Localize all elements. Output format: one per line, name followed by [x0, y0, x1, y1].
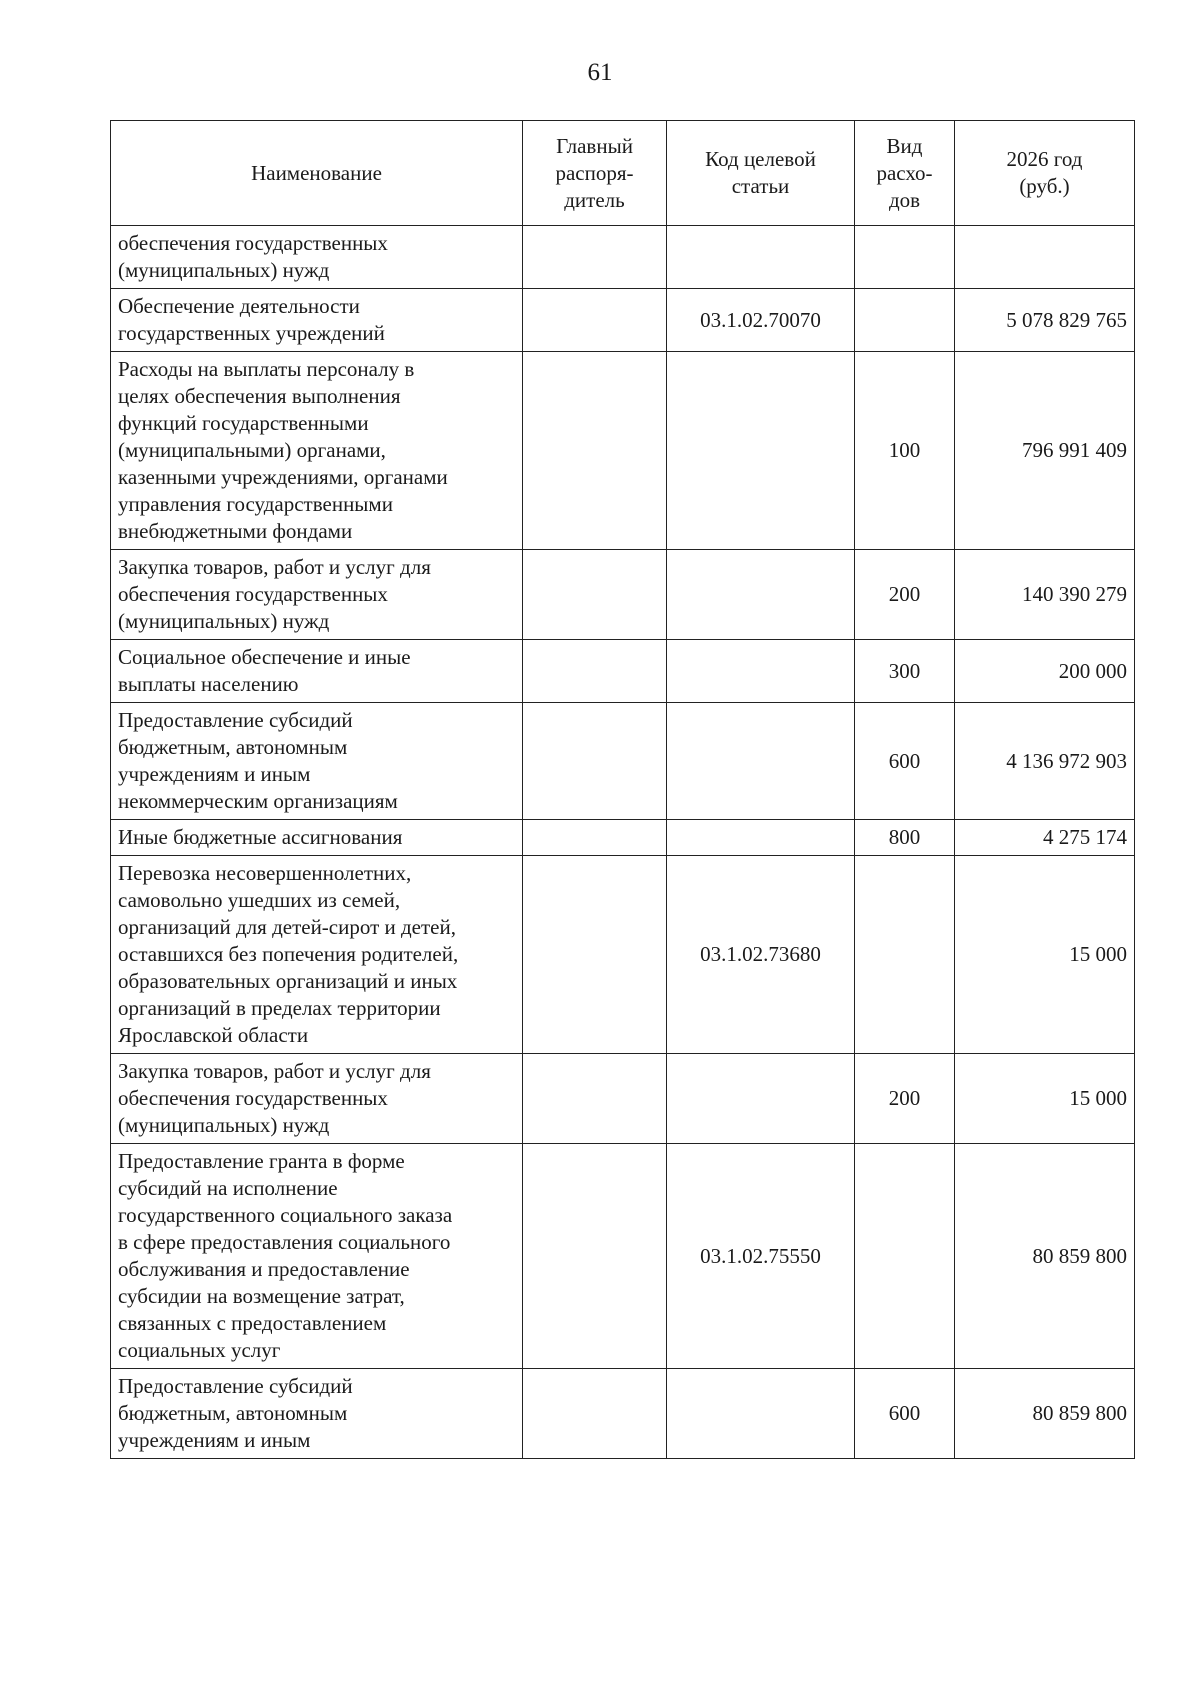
cell-name: обеспечения государственных (муниципальных) нужд — [111, 226, 523, 289]
table-row — [111, 226, 1135, 289]
cell-code — [667, 550, 855, 640]
cell-amount: 5 078 829 765 — [955, 289, 1135, 352]
cell-ministry — [523, 1144, 667, 1369]
cell-name: Перевозка несовершеннолетних, самовольно ушедших из семей, организаций для детей-сирот и детей, оставшихся без попечения родителей, образовательных организаций и иных организаций в пределах территории Ярославской области — [111, 856, 523, 1054]
header-code — [667, 121, 855, 226]
cell-name: Предоставление гранта в форме субсидий на исполнение государственного социального заказа в сфере предоставления социального обслуживания и предоставление субсидии на возмещение затрат, связанных с предоставлением социальных услуг — [111, 1144, 523, 1369]
cell-ministry — [523, 550, 667, 640]
cell-amount: 80 859 800 — [955, 1144, 1135, 1369]
table-row — [111, 640, 1135, 703]
cell-code — [667, 820, 855, 856]
cell-name: Закупка товаров, работ и услуг для обеспечения государственных (муниципальных) нужд — [111, 1054, 523, 1144]
cell-amount — [955, 226, 1135, 289]
table-row — [111, 820, 1135, 856]
table-row — [111, 1144, 1135, 1369]
cell-kind — [855, 226, 955, 289]
cell-amount: 200 000 — [955, 640, 1135, 703]
cell-kind: 800 — [855, 820, 955, 856]
header-ministry-label: Главный распоря- дитель — [555, 133, 634, 212]
header-kind — [855, 121, 955, 226]
cell-code — [667, 352, 855, 550]
cell-code — [667, 1054, 855, 1144]
header-kind-label: Вид расхо- дов — [876, 133, 933, 212]
header-amount-label: 2026 год (руб.) — [1006, 147, 1083, 198]
cell-code — [667, 640, 855, 703]
cell-code: 03.1.02.75550 — [667, 1144, 855, 1369]
cell-ministry — [523, 856, 667, 1054]
header-code-label: Код целевой статьи — [705, 147, 816, 198]
cell-ministry — [523, 1054, 667, 1144]
cell-name: Закупка товаров, работ и услуг для обеспечения государственных (муниципальных) нужд — [111, 550, 523, 640]
cell-ministry — [523, 703, 667, 820]
header-ministry — [523, 121, 667, 226]
cell-kind: 100 — [855, 352, 955, 550]
table-row — [111, 1054, 1135, 1144]
table-row — [111, 352, 1135, 550]
cell-kind — [855, 856, 955, 1054]
table-row — [111, 289, 1135, 352]
cell-ministry — [523, 289, 667, 352]
cell-name: Расходы на выплаты персоналу в целях обеспечения выполнения функций государственными (муниципальными) органами, казенными учреждениями, органами управления государственными внебюджетными фондами — [111, 352, 523, 550]
header-name-label: Наименование — [251, 160, 382, 185]
cell-name: Социальное обеспечение и иные выплаты населению — [111, 640, 523, 703]
cell-ministry — [523, 820, 667, 856]
table-body — [111, 226, 1135, 1459]
cell-name: Предоставление субсидий бюджетным, автономным учреждениям и иным некоммерческим организациям — [111, 703, 523, 820]
cell-ministry — [523, 226, 667, 289]
cell-amount: 4 275 174 — [955, 820, 1135, 856]
table-row — [111, 703, 1135, 820]
cell-ministry — [523, 352, 667, 550]
header-name — [111, 121, 523, 226]
table-row — [111, 550, 1135, 640]
page-number: 61 — [587, 59, 613, 86]
cell-amount: 15 000 — [955, 1054, 1135, 1144]
cell-name: Обеспечение деятельности государственных учреждений — [111, 289, 523, 352]
table-row — [111, 856, 1135, 1054]
cell-amount: 4 136 972 903 — [955, 703, 1135, 820]
cell-code: 03.1.02.73680 — [667, 856, 855, 1054]
cell-name: Иные бюджетные ассигнования — [111, 820, 523, 856]
cell-kind: 600 — [855, 1369, 955, 1459]
table-header-row — [111, 121, 1135, 226]
table-row — [111, 1369, 1135, 1459]
header-amount — [955, 121, 1135, 226]
cell-kind — [855, 1144, 955, 1369]
cell-kind: 200 — [855, 550, 955, 640]
cell-amount: 140 390 279 — [955, 550, 1135, 640]
budget-table — [110, 120, 1135, 1459]
cell-kind: 200 — [855, 1054, 955, 1144]
cell-ministry — [523, 1369, 667, 1459]
cell-kind — [855, 289, 955, 352]
cell-ministry — [523, 640, 667, 703]
cell-code — [667, 703, 855, 820]
cell-code — [667, 1369, 855, 1459]
cell-amount: 15 000 — [955, 856, 1135, 1054]
cell-name: Предоставление субсидий бюджетным, автономным учреждениям и иным — [111, 1369, 523, 1459]
cell-amount: 796 991 409 — [955, 352, 1135, 550]
cell-kind: 600 — [855, 703, 955, 820]
cell-amount: 80 859 800 — [955, 1369, 1135, 1459]
cell-kind: 300 — [855, 640, 955, 703]
cell-code: 03.1.02.70070 — [667, 289, 855, 352]
cell-code — [667, 226, 855, 289]
